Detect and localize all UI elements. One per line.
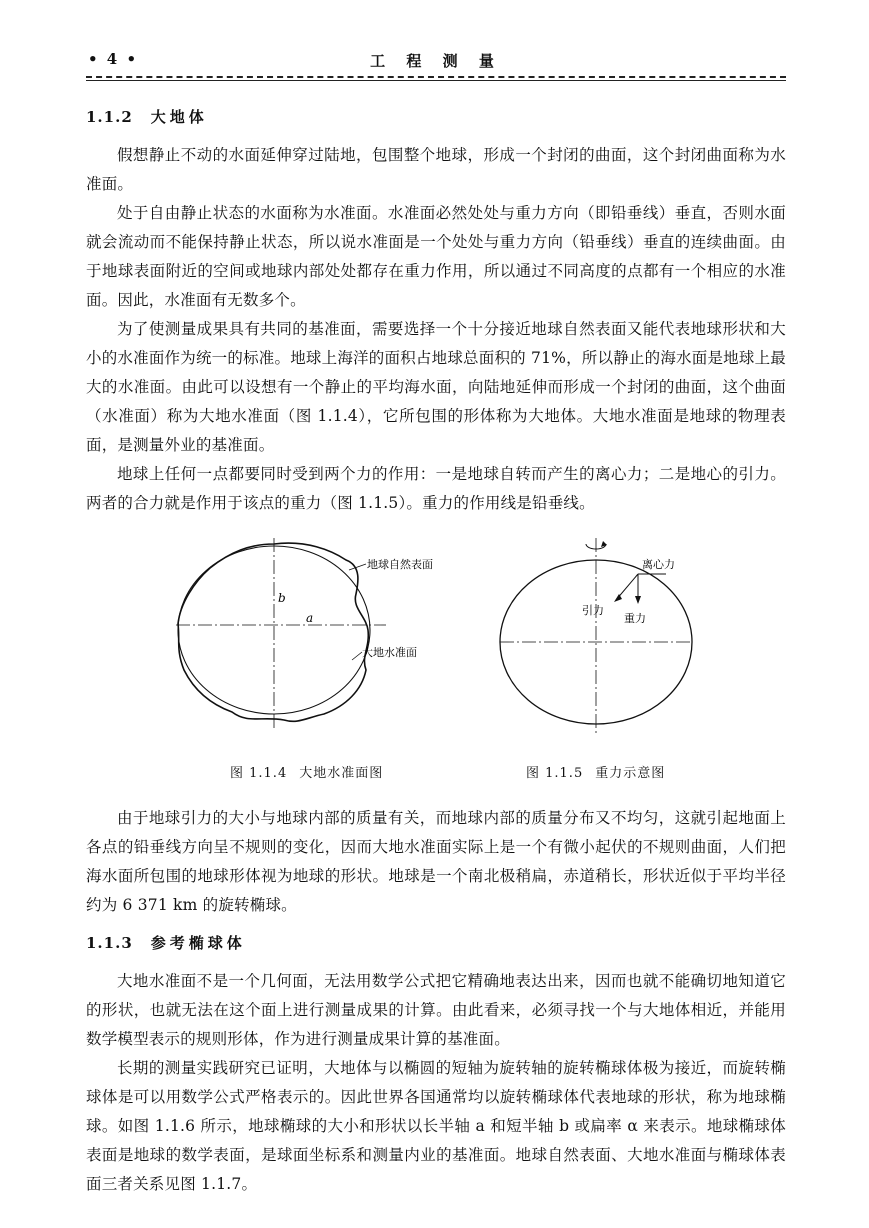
label-centrifugal-force: 离心力 — [642, 558, 675, 571]
page-number: • 4 • — [88, 50, 139, 68]
section-title: 大地体 — [150, 108, 208, 126]
header-dashed-rule — [86, 76, 786, 78]
paragraph: 地球上任何一点都要同时受到两个力的作用：一是地球自转而产生的离心力；二是地心的引力。两者的合力就是作用于该点的重力（图 1.1.5）。重力的作用线是铅垂线。 — [86, 465, 786, 512]
paragraph: 长期的测量实践研究已证明，大地体与以椭圆的短轴为旋转轴的旋转椭球体极为接近，而旋转椭球体是可以用数学公式严格表示的。因此世界各国通常均以旋转椭球体代表地球的形状，称为地球椭球。如图 1.1.6 所示，地球椭球的大小和形状以长半轴 a 和短半轴 b 或扁率 α 来表示。地球椭球体表面是地球的数学表面，是球面坐标系和测量内业的基准面。地球自然表面、大地水准面与椭球体表面三者关系见图 1.1.7。 — [86, 1059, 786, 1193]
paragraph: 为了使测量成果具有共同的基准面，需要选择一个十分接近地球自然表面又能代表地球形状和大小的水准面作为统一的标准。地球上海洋的面积占地球总面积的 71%，所以静止的海水面是地球上最大的水准面。由此可以设想有一个静止的平均海水面，向陆地延伸而形成一个封闭的曲面，这个曲面（水准面）称为大地水准面（图 1.1.4），它所包围的形体称为大地体。大地水准面是地球的物理表面，是测量外业的基准面。 — [86, 320, 786, 454]
geoid-figure — [166, 530, 466, 750]
paragraph: 由于地球引力的大小与地球内部的质量有关，而地球内部的质量分布又不均匀，这就引起地面上各点的铅垂线方向呈不规则的变化，因而大地水准面实际上是一个有微小起伏的不规则曲面，人们把海水面所包围的地球形体视为地球的形状。地球是一个南北极稍扁，赤道稍长，形状近似于平均半径约为 6 371 km 的旋转椭球。 — [86, 809, 786, 914]
figures-row — [86, 530, 786, 790]
figure-caption-text: 重力示意图 — [595, 766, 666, 781]
section-title: 参考椭球体 — [150, 934, 246, 952]
label-b: b — [278, 591, 286, 605]
figure-number: 图 1.1.5 — [526, 766, 584, 781]
label-natural-surface: 地球自然表面 — [367, 558, 433, 571]
label-geoid: 大地水准面 — [362, 646, 417, 659]
leader-line — [349, 564, 366, 570]
section-number: 1.1.2 — [86, 108, 133, 126]
page-body — [86, 100, 786, 1199]
label-a: a — [306, 611, 314, 625]
figure-caption-text: 大地水准面图 — [299, 766, 384, 781]
figure-caption-1-1-5 — [526, 762, 665, 781]
arrowhead-icon — [635, 596, 641, 604]
section-heading-1-1-2 — [86, 106, 786, 127]
running-title: 工 程 测 量 — [370, 52, 502, 70]
section-number: 1.1.3 — [86, 934, 133, 952]
paragraph: 处于自由静止状态的水面称为水准面。水准面必然处处与重力方向（即铅垂线）垂直，否则水面就会流动而不能保持静止状态，所以说水准面是一个处处与重力方向（铅垂线）垂直的连续曲面。由于地球表面附近的空间或地球内部处处都存在重力作用，所以通过不同高度的点都有一个相应的水准面。因此，水准面有无数多个。 — [86, 204, 786, 309]
page-header — [86, 50, 786, 72]
header-rule — [86, 80, 786, 81]
section-heading-1-1-3 — [86, 932, 786, 953]
gravity-figure — [486, 530, 706, 750]
arrowhead-icon — [614, 594, 622, 602]
label-gravity: 重力 — [624, 612, 646, 625]
paragraph: 大地水准面不是一个几何面，无法用数学公式把它精确地表达出来，因而也就不能确切地知道它的形状，也就无法在这个面上进行测量成果的计算。由此看来，必须寻找一个与大地体相近，并能用数学模型表示的规则形体，作为进行测量成果计算的基准面。 — [86, 972, 786, 1048]
figure-caption-1-1-4 — [230, 762, 383, 781]
label-attraction: 引力 — [582, 604, 604, 617]
paragraph: 假想静止不动的水面延伸穿过陆地，包围整个地球，形成一个封闭的曲面，这个封闭曲面称为水准面。 — [86, 146, 786, 193]
leader-line — [352, 652, 362, 660]
figure-number: 图 1.1.4 — [230, 766, 288, 781]
